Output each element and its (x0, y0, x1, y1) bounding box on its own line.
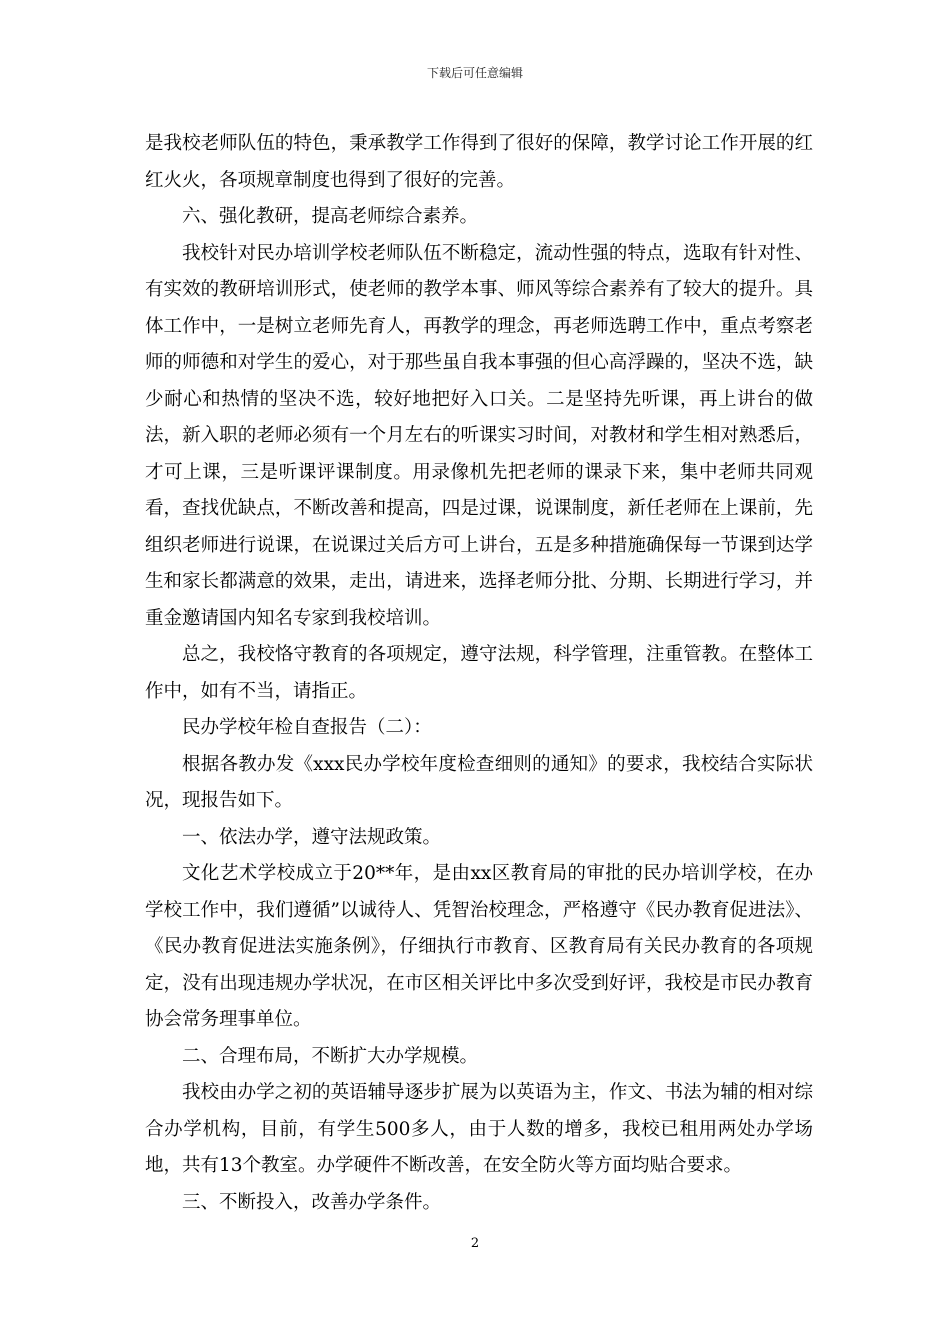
paragraph-teacher-training: 我校针对民办培训学校老师队伍不断稳定，流动性强的特点，选取有针对性、有实效的教研培训形式，使老师的教学本事、师风等综合素养有了较大的提升。具体工作中，一是树立老师先育人，再教学的理念，再老师选聘工作中，重点考察老师的师德和对学生的爱心，对于那些虽自我本事强的但心高浮躁的，坚决不选，缺少耐心和热情的坚决不选，较好地把好入口关。二是坚持先听课，再上讲台的做法，新入职的老师必须有一个月左右的听课实习时间，对教材和学生相对熟悉后，才可上课，三是听课评课制度。用录像机先把老师的课录下来，集中老师共同观看，查找优缺点，不断改善和提高，四是过课，说课制度，新任老师在上课前，先组织老师进行说课，在说课过关后方可上讲台，五是多种措施确保每一节课到达学生和家长都满意的效果，走出，请进来，选择老师分批、分期、长期进行学习，并重金邀请国内知名专家到我校培训。 (145, 242, 813, 629)
page-number: 2 (470, 1236, 480, 1251)
paragraph-continuation: 是我校老师队伍的特色，秉承教学工作得到了很好的保障，教学讨论工作开展的红红火火，各项规章制度也得到了很好的完善。 (145, 133, 813, 191)
section-heading-3: 三、不断投入，改善办学条件。 (182, 1191, 442, 1213)
paragraph-school-founding: 文化艺术学校成立于20**年，是由xx区教育局的审批的民办培训学校，在办学校工作中，我们遵循”以诚待人、凭智治校理念，严格遵守《民办教育促进法》、《民办教育促进法实施条例》，仔细执行市教育、区教育局有关民办教育的各项规定，没有出现违规办学状况，在市区相关评比中多次受到好评，我校是市民办教育协会常务理事单位。 (145, 863, 813, 1030)
paragraph-intro: 根据各教办发《xxx民办学校年度检查细则的通知》的要求，我校结合实际状况，现报告如下。 (145, 753, 813, 811)
section-heading-6: 六、强化教研，提高老师综合素养。 (182, 206, 479, 227)
document-body (145, 126, 813, 1221)
paragraph-conclusion: 总之，我校恪守教育的各项规定，遵守法规，科学管理，注重管教。在整体工作中，如有不当，请指正。 (145, 644, 813, 702)
page-header: 下载后可任意编辑 (426, 66, 523, 80)
section-heading-1: 一、依法办学，遵守法规政策。 (182, 826, 442, 848)
report-subtitle: 民办学校年检自查报告（二）： (182, 717, 432, 738)
section-heading-2: 二、合理布局，不断扩大办学规模。 (182, 1045, 479, 1067)
paragraph-school-scale: 我校由办学之初的英语辅导逐步扩展为以英语为主，作文、书法为辅的相对综合办学机构，目前，有学生500多人，由于人数的增多，我校已租用两处办学场地，共有13个教室。办学硬件不断改善，在安全防火等方面均贴合要求。 (145, 1082, 813, 1176)
